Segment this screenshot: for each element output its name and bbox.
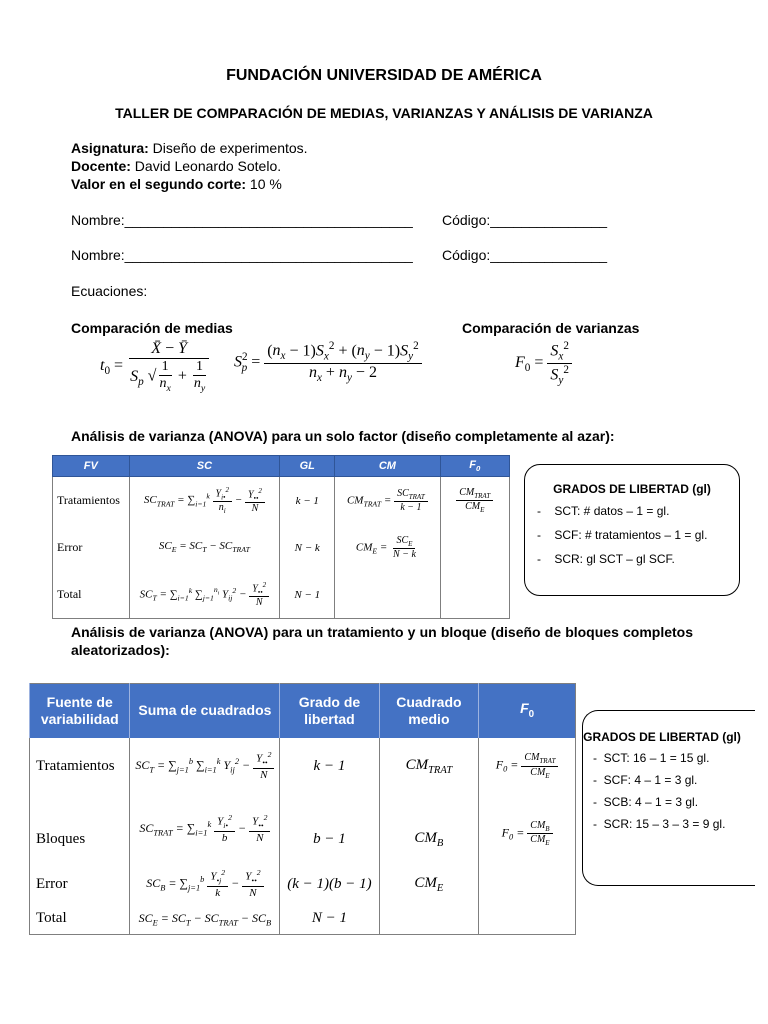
f0-formula-trat: $F_0$ = $\frac{CM_{TRAT}}{CM_E}$ — [479, 738, 576, 794]
table-row — [30, 738, 576, 794]
list-item: - SCT: # datos – 1 = gl. — [537, 504, 670, 518]
list-item: - SCR: gl SCT – gl SCF. — [537, 552, 675, 566]
fuente-cell: Error — [30, 864, 130, 904]
table-header-row — [30, 684, 576, 739]
empty-cell — [335, 571, 440, 619]
grados-libertad-box-2 — [582, 710, 755, 886]
asignatura-value: Diseño de experimentos. — [148, 140, 308, 156]
anova-table-bloques — [29, 683, 576, 935]
docente-line — [71, 158, 281, 174]
sc-formula-error: $SC_E = SC_T - SC_{TRAT}$ — [129, 524, 280, 571]
list-item: - SCF: 4 – 1 = 3 gl. — [593, 773, 698, 788]
box-item-text: SCB: 4 – 1 = 3 gl. — [603, 795, 699, 810]
asignatura-line — [71, 140, 308, 156]
table-row — [53, 571, 510, 619]
section-anova-bloques: Análisis de varianza (ANOVA) para un tratamiento y un bloque (diseño de bloques completos aleatorizados): — [71, 624, 693, 659]
col-fv: FV — [53, 456, 130, 477]
fv-cell: Total — [53, 571, 130, 619]
box-item-text: SCT: 16 – 1 = 15 gl. — [603, 751, 710, 766]
cm-cell: $CM_B$ — [379, 794, 479, 864]
cm-cell: $CM_E$ — [379, 864, 479, 904]
empty-cell — [379, 904, 479, 934]
gl-cell: k − 1 — [280, 477, 335, 525]
formula-t0: $t_0$ = X̄ − Ȳ $S_p$ √ $\frac{1}{n_x}$ + $\frac{1}{n_y}$ — [100, 340, 211, 395]
fv-cell: Tratamientos — [53, 477, 130, 525]
empty-cell — [479, 864, 576, 904]
col-cuadrado: Cuadrado medio — [379, 684, 479, 739]
section-comparacion-varianzas: Comparación de varianzas — [462, 320, 640, 336]
box-item-text: SCR: gl SCT – gl SCF. — [554, 552, 675, 566]
fv-cell: Error — [53, 524, 130, 571]
sc-formula-e: $SC_E = SC_T - SC_{TRAT} - SC_B$ — [130, 904, 280, 934]
docente-value: David Leonardo Sotelo. — [130, 158, 282, 174]
table-row — [53, 477, 510, 525]
list-item: - SCF: # tratamientos – 1 = gl. — [537, 528, 708, 542]
table-row — [30, 794, 576, 864]
ecuaciones-label: Ecuaciones: — [71, 283, 148, 299]
table-row — [30, 864, 576, 904]
col-grado: Grado de libertad — [280, 684, 379, 739]
table-row — [53, 524, 510, 571]
valor-line — [71, 176, 282, 192]
empty-cell — [440, 571, 509, 619]
grados-libertad-box-1 — [524, 464, 740, 596]
list-item: - SCR: 15 – 3 – 3 = 9 gl. — [593, 817, 726, 832]
gl-cell: N − 1 — [280, 904, 379, 934]
col-cm: CM — [335, 456, 440, 477]
gl-cell: k − 1 — [280, 738, 379, 794]
section-anova-un-factor: Análisis de varianza (ANOVA) para un solo factor (diseño completamente al azar): — [71, 428, 615, 444]
valor-value: 10 % — [246, 176, 282, 192]
list-item: - SCB: 4 – 1 = 3 gl. — [593, 795, 699, 810]
col-f0: $F_0$ — [440, 456, 509, 477]
box-item-text: SCR: 15 – 3 – 3 = 9 gl. — [603, 817, 726, 832]
box-item-text: SCT: # datos – 1 = gl. — [554, 504, 670, 518]
formula-f0: $F_0$ = $\frac{S_x^2}{S_y^2}$ — [515, 340, 572, 388]
col-suma: Suma de cuadrados — [130, 684, 280, 739]
gl-cell: (k − 1)(b − 1) — [280, 864, 379, 904]
box-item-text: SCF: 4 – 1 = 3 gl. — [603, 773, 698, 788]
f0-formula-bloques: $F_0$ = $\frac{CM_B}{CM_E}$ — [479, 794, 576, 864]
table-header-row — [53, 456, 510, 477]
nombre-field-1[interactable]: Nombre:_____________________________________ — [71, 212, 413, 228]
asignatura-label: Asignatura: — [71, 140, 149, 156]
codigo-field-1[interactable]: Código:_______________ — [442, 212, 608, 228]
box-item-text: SCF: # tratamientos – 1 = gl. — [554, 528, 708, 542]
empty-cell — [479, 904, 576, 934]
f0-formula: $\frac{CM_{TRAT}}{CM_E}$ — [440, 477, 509, 525]
box-title: GRADOS DE LIBERTAD (gl) — [553, 482, 711, 496]
col-fuente: Fuente de variabilidad — [30, 684, 130, 739]
box-title: GRADOS DE LIBERTAD (gl) — [583, 730, 741, 744]
fuente-cell: Total — [30, 904, 130, 934]
col-sc: SC — [129, 456, 280, 477]
gl-cell: N − 1 — [280, 571, 335, 619]
sc-formula-b: $SC_B = \sum_{j=1}^b$ $\frac{Y_{•j}^2}{k}$ − $\frac{Y_{••}^2}{N}$ — [130, 864, 280, 904]
sc-formula-trat: $SC_{TRAT} = \sum_{i=1}^k$ $\frac{Y_{i•}^2}{n_i}$ − $\frac{Y_{••}^2}{N}$ — [129, 477, 280, 525]
document-title: FUNDACIÓN UNIVERSIDAD DE AMÉRICA — [226, 67, 542, 84]
codigo-field-2[interactable]: Código:_______________ — [442, 247, 608, 263]
col-f0: $F_0$ — [479, 684, 576, 739]
gl-cell: b − 1 — [280, 794, 379, 864]
sc-formula-t: $SC_T = \sum_{j=1}^b$ $\sum_{i=1}^k$ $Y_{ij}^2$ − $\frac{Y_{••}^2}{N}$ — [130, 738, 280, 794]
valor-label: Valor en el segundo corte: — [71, 176, 247, 192]
gl-cell: N − k — [280, 524, 335, 571]
empty-cell — [440, 524, 509, 571]
list-item: - SCT: 16 – 1 = 15 gl. — [593, 751, 710, 766]
cm-formula-trat: $CM_{TRAT}$ = $\frac{SC_{TRAT}}{k - 1}$ — [335, 477, 440, 525]
formula-sp2: $S^2_p$ = $\frac{(n_x - 1)S_x^2 + (n_y - 1)S_y^2}{n_x + n_y - 2}$ — [234, 340, 422, 385]
anova-table-un-factor — [52, 455, 510, 619]
table-row — [30, 904, 576, 934]
nombre-field-2[interactable]: Nombre:_____________________________________ — [71, 247, 413, 263]
sc-formula-trat-bloques: $SC_{TRAT} = \sum_{i=1}^k$ $\frac{Y_{i•}^2}{b}$ − $\frac{Y_{••}^2}{N}$ — [130, 794, 280, 864]
fuente-cell: Tratamientos — [30, 738, 130, 794]
col-gl: GL — [280, 456, 335, 477]
cm-cell: $CM_{TRAT}$ — [379, 738, 479, 794]
document-subtitle: TALLER DE COMPARACIÓN DE MEDIAS, VARIANZAS Y ANÁLISIS DE VARIANZA — [115, 105, 653, 121]
cm-formula-error: $CM_E$ = $\frac{SC_E}{N - k}$ — [335, 524, 440, 571]
fuente-cell: Bloques — [30, 794, 130, 864]
section-comparacion-medias: Comparación de medias — [71, 320, 233, 336]
sc-formula-total: $SC_T = \sum_{i=1}^k$ $\sum_{j=1}^{n_i}$ $Y_{ij}^2$ − $\frac{Y_{••}^2}{N}$ — [129, 571, 280, 619]
docente-label: Docente: — [71, 158, 131, 174]
